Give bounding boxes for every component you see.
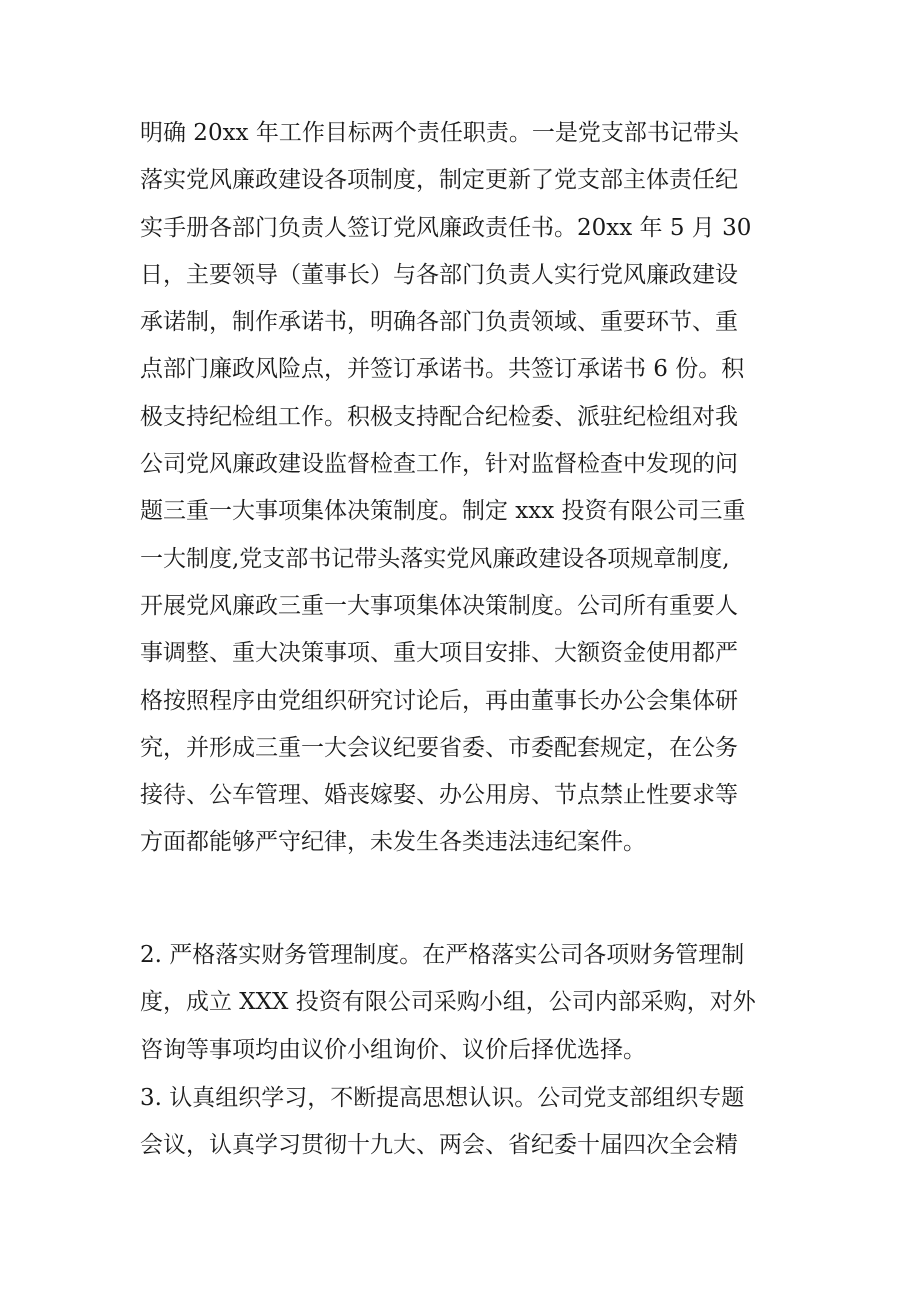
text-line: 究，并形成三重一大会议纪要省委、市委配套规定，在公务 xyxy=(140,734,738,761)
text-line: 事调整、重大决策事项、重大项目安排、大额资金使用都严 xyxy=(140,640,738,667)
text-line: 咨询等事项均由议价小组询价、议价后择优选择。 xyxy=(140,1036,646,1063)
text-line: 点部门廉政风险点，并签订承诺书。共签订承诺书 6 份。积 xyxy=(140,356,745,383)
text-line: 接待、公车管理、婚丧嫁娶、办公用房、节点禁止性要求等 xyxy=(140,782,738,809)
text-line: 实手册各部门负责人签订党风廉政责任书。20xx 年 5 月 30 xyxy=(140,214,752,241)
text-line: 落实党风廉政建设各项制度，制定更新了党支部主体责任纪 xyxy=(140,167,738,194)
paragraph-finance-management xyxy=(140,932,780,1074)
text-line: 2. 严格落实财务管理制度。在严格落实公司各项财务管理制 xyxy=(140,942,745,968)
text-line: 极支持纪检组工作。积极支持配合纪检委、派驻纪检组对我 xyxy=(140,403,738,430)
text-line: 承诺制，制作承诺书，明确各部门负责领域、重要环节、重 xyxy=(140,309,738,336)
text-line: 3. 认真组织学习，不断提高思想认识。公司党支部组织专题 xyxy=(140,1085,745,1111)
paragraph-party-conduct xyxy=(140,110,780,867)
text-line: 方面都能够严守纪律，未发生各类违法违纪案件。 xyxy=(140,829,646,856)
text-line: 会议，认真学习贯彻十九大、两会、省纪委十届四次全会精 xyxy=(140,1132,738,1159)
text-line: 公司党风廉政建设监督检查工作，针对监督检查中发现的问 xyxy=(140,451,738,478)
text-line: 格按照程序由党组织研究讨论后，再由董事长办公会集体研 xyxy=(140,687,738,714)
text-line: 一大制度,党支部书记带头落实党风廉政建设各项规章制度, xyxy=(140,545,730,572)
paragraph-study-organization xyxy=(140,1075,780,1170)
text-line: 度，成立 XXX 投资有限公司采购小组，公司内部采购，对外 xyxy=(140,989,756,1016)
text-line: 日，主要领导（董事长）与各部门负责人实行党风廉政建设 xyxy=(140,261,738,288)
text-line: 题三重一大事项集体决策制度。制定 xxx 投资有限公司三重 xyxy=(140,498,746,525)
text-line: 明确 20xx 年工作目标两个责任职责。一是党支部书记带头 xyxy=(140,120,739,146)
text-line: 开展党风廉政三重一大事项集体决策制度。公司所有重要人 xyxy=(140,592,738,619)
